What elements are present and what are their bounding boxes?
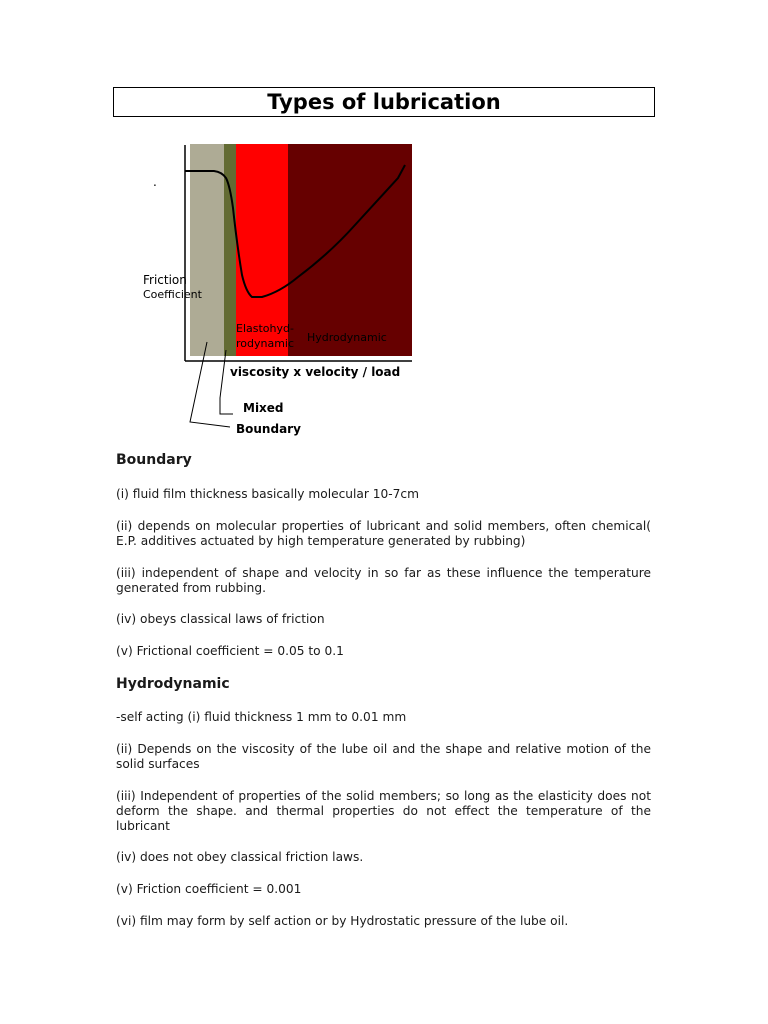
boundary-region <box>190 144 224 356</box>
hydrodynamic-item-3: (iii) Independent of properties of the solid members; so long as the elasticity does not deform the shape. and thermal properties do not effect the temperature of the lubricant <box>116 789 651 833</box>
mixed-label: Mixed <box>243 401 284 415</box>
boundary-item-4: (iv) obeys classical laws of friction <box>116 612 325 626</box>
hydrodynamic-heading: Hydrodynamic <box>116 676 230 692</box>
hydrodynamic-item-4: (iv) does not obey classical friction laws. <box>116 850 364 864</box>
boundary-item-3: (iii) independent of shape and velocity in so far as these influence the temperature generated from rubbing. <box>116 566 651 595</box>
y-axis-label-line2: Coefficient <box>143 288 202 301</box>
elasto-label-line2: rodynamic <box>236 337 295 350</box>
boundary-label: Boundary <box>236 422 301 436</box>
hydrodynamic-item-5: (v) Friction coefficient = 0.001 <box>116 882 302 896</box>
boundary-item-5: (v) Frictional coefficient = 0.05 to 0.1 <box>116 644 344 658</box>
mixed-leader-line <box>220 350 233 414</box>
y-axis-label-line1: Friction <box>143 273 187 287</box>
mixed-region <box>224 144 236 356</box>
elasto-label-line1: Elastohyd- <box>236 322 294 335</box>
hydrodynamic-label: Hydrodynamic <box>307 331 387 344</box>
x-axis-label: viscosity x velocity / load <box>230 365 401 379</box>
page-title: Types of lubrication <box>267 90 501 114</box>
hydrodynamic-item-1: -self acting (i) fluid thickness 1 mm to 0.01 mm <box>116 710 407 724</box>
lubrication-diagram <box>0 0 768 450</box>
hydrodynamic-region <box>288 144 412 356</box>
hydrodynamic-item-6: (vi) film may form by self action or by Hydrostatic pressure of the lube oil. <box>116 914 569 928</box>
boundary-item-1: (i) fluid film thickness basically molecular 10-7cm <box>116 487 419 501</box>
boundary-heading: Boundary <box>116 452 192 468</box>
stray-dot: . <box>153 175 157 189</box>
boundary-item-2: (ii) depends on molecular properties of lubricant and solid members, often chemical( E.P. additives actuated by high temperature generated by rubbing) <box>116 519 651 548</box>
hydrodynamic-item-2: (ii) Depends on the viscosity of the lube oil and the shape and relative motion of the solid surfaces <box>116 742 651 771</box>
